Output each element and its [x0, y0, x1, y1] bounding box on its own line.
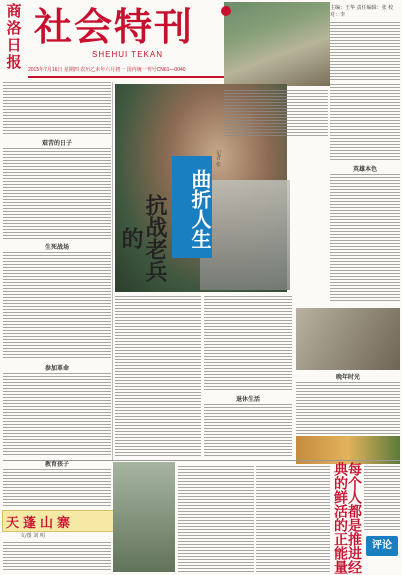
paper-logo: 商洛日报 — [6, 2, 22, 71]
body-text-col1-b — [3, 148, 111, 240]
top-photo — [224, 2, 330, 86]
body-text-lower-2 — [204, 296, 292, 392]
body-text-bottom-mid-2 — [256, 466, 330, 572]
section-head-7: 晚年时光 — [335, 374, 360, 381]
feature-title: 抗战老兵的 — [118, 194, 168, 282]
body-text-bottom-left — [3, 542, 111, 572]
bottom-photo-landscape — [113, 462, 175, 572]
ad-caption: 文/图 刘 明 — [20, 533, 45, 539]
body-text-lower-3 — [204, 404, 292, 458]
body-text-col1-d — [3, 373, 111, 457]
seal-icon — [221, 6, 231, 16]
ad-title: 天蓬山寨 — [6, 516, 75, 531]
bottom-banner: 每个人都是推进经典的鲜活的正能量 — [332, 462, 362, 574]
feature-title-highlight: 曲折人生 — [172, 156, 212, 258]
section-head-3: 参加革命 — [44, 365, 69, 372]
body-text-bottom-mid-1 — [178, 466, 254, 572]
dateline: 2015年7月16日 星期四 农历乙未年六月初一 国内统一刊号CN61—0040 — [28, 67, 186, 73]
body-text-col3-top — [330, 84, 400, 162]
body-text-right-lower — [296, 382, 400, 434]
body-text-col3-mid — [330, 174, 400, 302]
section-head-6: 退休生活 — [235, 396, 260, 403]
body-text-col1-e — [3, 469, 111, 507]
body-text-col2-top — [224, 90, 328, 138]
section-divider — [3, 460, 400, 461]
body-text-col1-c — [3, 252, 111, 360]
feature-photo-family — [200, 180, 290, 290]
section-head-4: 教育孩子 — [44, 461, 69, 468]
section-head-5: 英雄本色 — [352, 166, 377, 173]
body-text-lower-1 — [115, 296, 201, 458]
feature-byline: 记者 张 — [215, 150, 221, 167]
section-head-2: 生死战场 — [44, 244, 69, 251]
column-divider-1 — [112, 82, 113, 460]
right-photo-portrait — [296, 308, 400, 370]
top-right-column-text — [330, 22, 400, 80]
comment-badge: 评论 — [366, 536, 398, 556]
masthead-rule — [28, 76, 224, 78]
body-text-col1-a — [3, 82, 111, 136]
body-text-bottom-right — [364, 466, 400, 532]
section-title: 社会特刊 — [34, 4, 195, 49]
editor-credits-text: 主编：王华 责任编辑：张 校对：李 — [330, 5, 394, 18]
section-pinyin: SHEHUI TEKAN — [92, 50, 163, 59]
section-head-1: 艰苦的日子 — [41, 140, 72, 147]
